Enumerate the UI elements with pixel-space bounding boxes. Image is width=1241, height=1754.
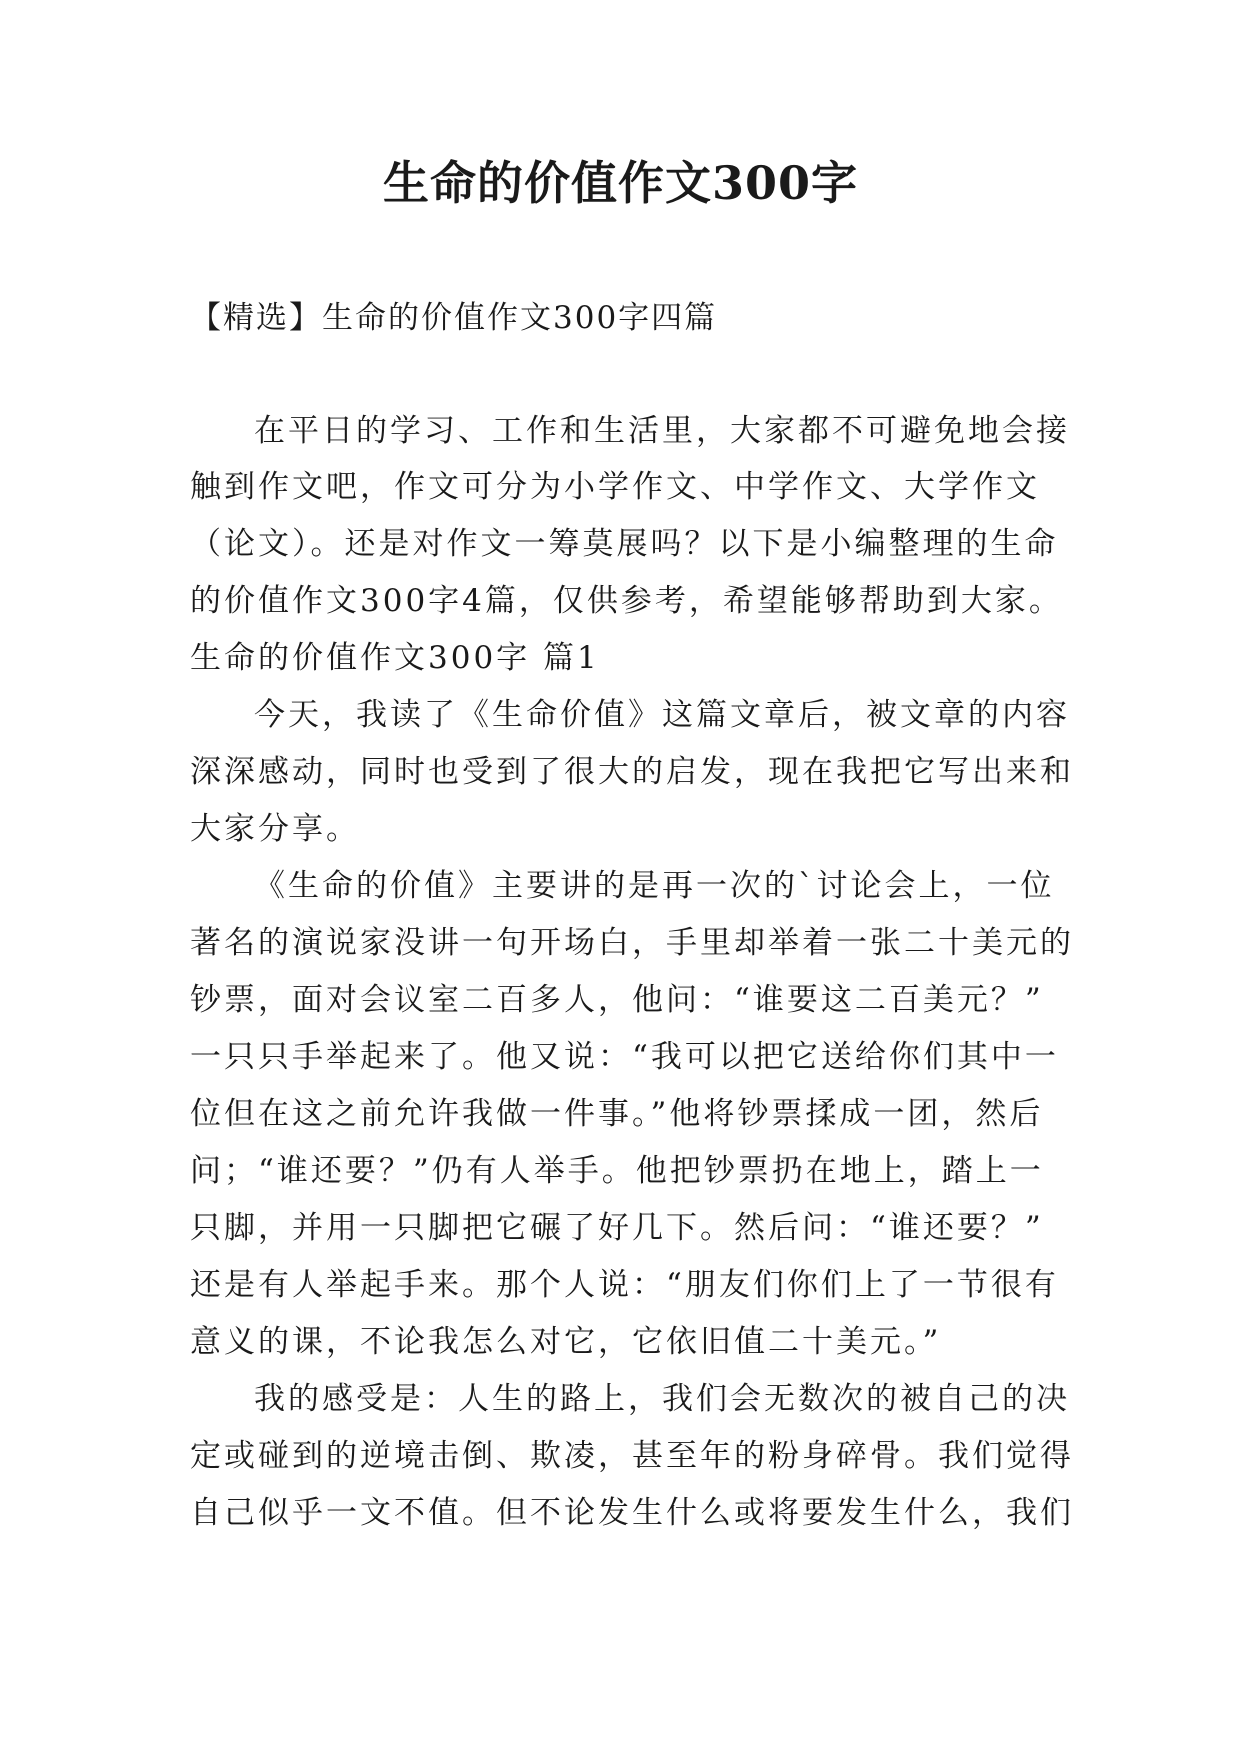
paragraph-line: 触到作文吧，作文可分为小学作文、中学作文、大学作文 (190, 469, 1040, 505)
paragraph-line: 位但在这之前允许我做一件事。”他将钞票揉成一团，然后 (190, 1096, 1044, 1132)
paragraph-line: 钞票，面对会议室二百多人，他问：“谁要这二百美元？” (190, 982, 1044, 1018)
paragraph-line: 还是有人举起手来。那个人说：“朋友们你们上了一节很有 (190, 1267, 1059, 1303)
paragraph-line: 定或碰到的逆境击倒、欺凌，甚至年的粉身碎骨。我们觉得 (190, 1438, 1074, 1474)
paragraph-line: 意义的课，不论我怎么对它，它依旧值二十美元。” (190, 1324, 942, 1360)
paragraph-line: 自己似乎一文不值。但不论发生什么或将要发生什么，我们 (190, 1495, 1074, 1531)
paragraph-line: 问；“谁还要？”仍有人举手。他把钞票扔在地上，踏上一 (190, 1153, 1044, 1189)
paragraph-line: 的价值作文300字4篇，仅供参考，希望能够帮助到大家。 (190, 583, 1063, 619)
paragraph-line: 我的感受是：人生的路上，我们会无数次的被自己的决 (254, 1381, 1070, 1417)
document-title: 生命的价值作文300字 (382, 156, 859, 210)
paragraph-line: 大家分享。 (190, 811, 360, 847)
document-subtitle: 【精选】生命的价值作文300字四篇 (190, 300, 718, 336)
paragraph-line: 今天，我读了《生命价值》这篇文章后，被文章的内容 (254, 697, 1070, 733)
paragraph-line: （论文）。还是对作文一筹莫展吗？以下是小编整理的生命 (190, 526, 1059, 562)
paragraph-line: 在平日的学习、工作和生活里，大家都不可避免地会接 (254, 413, 1070, 449)
section-heading: 生命的价值作文300字 篇1 (190, 640, 600, 676)
paragraph-line: 只脚，并用一只脚把它碾了好几下。然后问：“谁还要？” (190, 1210, 1044, 1246)
paragraph-line: 《生命的价值》主要讲的是再一次的`讨论会上，一位 (254, 868, 1055, 904)
paragraph-line: 著名的演说家没讲一句开场白，手里却举着一张二十美元的 (190, 925, 1074, 961)
paragraph-line: 一只只手举起来了。他又说：“我可以把它送给你们其中一 (190, 1039, 1059, 1075)
paragraph-line: 深深感动，同时也受到了很大的启发，现在我把它写出来和 (190, 754, 1074, 790)
